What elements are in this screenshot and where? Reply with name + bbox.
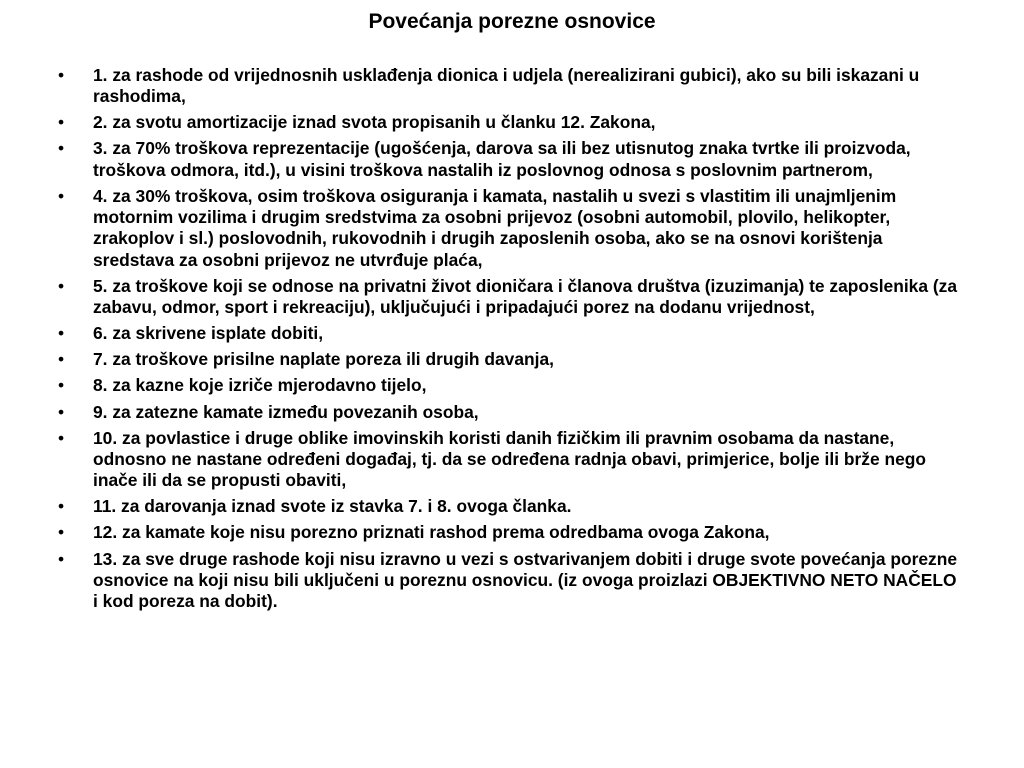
slide-title: Povećanja porezne osnovice bbox=[368, 10, 656, 33]
bullet-icon: • bbox=[58, 496, 65, 517]
bullet-icon: • bbox=[58, 349, 65, 370]
list-item-10 bbox=[58, 428, 958, 492]
bullet-icon: • bbox=[58, 427, 65, 448]
list-item-text: 10. za povlastice i druge oblike imovinskih koristi danih fizičkim ili pravnim osobama da nastane, odnosno ne nastane određeni događaj, tj. da se određena radnja obavi, primjerice, bolje ili brže nego inače ili da se propusti obaviti, bbox=[93, 427, 926, 491]
list-item-text: 1. za rashode od vrijednosnih usklađenja dionica i udjela (nerealizirani gubici), ako su bili iskazani u rashodima, bbox=[93, 65, 920, 107]
bullet-icon: • bbox=[58, 401, 65, 422]
list-item-text: 3. za 70% troškova reprezentacije (ugošćenja, darova sa ili bez utisnutog znaka tvrtke ili proizvoda, troškova odmora, itd.), u visini troškova nastalih iz poslovnog odnosa s poslovnim partnerom, bbox=[93, 138, 911, 180]
list-item-2 bbox=[58, 112, 958, 133]
list-item-13 bbox=[58, 549, 958, 613]
bullet-icon: • bbox=[58, 522, 65, 543]
bullet-icon: • bbox=[58, 65, 65, 85]
list-item-text: 5. za troškove koji se odnose na privatni život dioničara i članova društva (izuzimanja) te zaposlenika (za zabavu, odmor, sport i rekreaciju), uključujući i pripadajući porez na dodanu vrijednost, bbox=[93, 275, 957, 318]
bullet-list bbox=[58, 65, 958, 617]
bullet-icon: • bbox=[58, 112, 65, 133]
list-item-4 bbox=[58, 186, 958, 271]
list-item-6 bbox=[58, 323, 958, 344]
bullet-icon: • bbox=[58, 138, 65, 159]
list-item-7 bbox=[58, 349, 958, 370]
list-item-text: 11. za darovanja iznad svote iz stavka 7. i 8. ovoga članka. bbox=[93, 496, 572, 517]
list-item-text: 4. za 30% troškova, osim troškova osiguranja i kamata, nastalih u svezi s vlastitim ili unajmljenim motornim vozilima i drugim sredstvima za osobni prijevoz (osobni automobil, plovilo, helikopter, zrakoplov i sl.) poslovodnih, rukovodnih i drugih zaposlenih osoba, ako se na osnovi korištenja sredstava za osobni prijevoz ne utvrđuje plaća, bbox=[93, 185, 897, 270]
list-item-12 bbox=[58, 522, 958, 543]
list-item-text: 8. za kazne koje izriče mjerodavno tijelo, bbox=[93, 375, 427, 396]
list-item-text: 13. za sve druge rashode koji nisu izravno u vezi s ostvarivanjem dobiti i druge svote povećanja porezne osnovice na koji nisu bili uključeni u poreznu osnovicu. (iz ovoga proizlazi OBJEKTIVNO NETO NAČELO i kod poreza na dobit). bbox=[93, 548, 958, 612]
list-item-5 bbox=[58, 276, 958, 319]
list-item-text: 7. za troškove prisilne naplate poreza ili drugih davanja, bbox=[93, 349, 554, 370]
list-item-1 bbox=[58, 65, 958, 108]
list-item-text: 12. za kamate koje nisu porezno priznati rashod prema odredbama ovoga Zakona, bbox=[93, 522, 770, 543]
list-item-8 bbox=[58, 375, 958, 396]
bullet-icon: • bbox=[58, 323, 65, 344]
list-item-11 bbox=[58, 496, 958, 517]
list-item-9 bbox=[58, 402, 958, 423]
bullet-icon: • bbox=[58, 375, 65, 396]
list-item-text: 6. za skrivene isplate dobiti, bbox=[93, 323, 324, 344]
bullet-icon: • bbox=[58, 275, 65, 296]
list-item-text: 2. za svotu amortizacije iznad svota propisanih u članku 12. Zakona, bbox=[93, 112, 656, 133]
bullet-icon: • bbox=[58, 185, 65, 206]
list-item-3 bbox=[58, 138, 958, 181]
list-item-text: 9. za zatezne kamate između povezanih osoba, bbox=[93, 401, 479, 422]
bullet-icon: • bbox=[58, 548, 65, 569]
